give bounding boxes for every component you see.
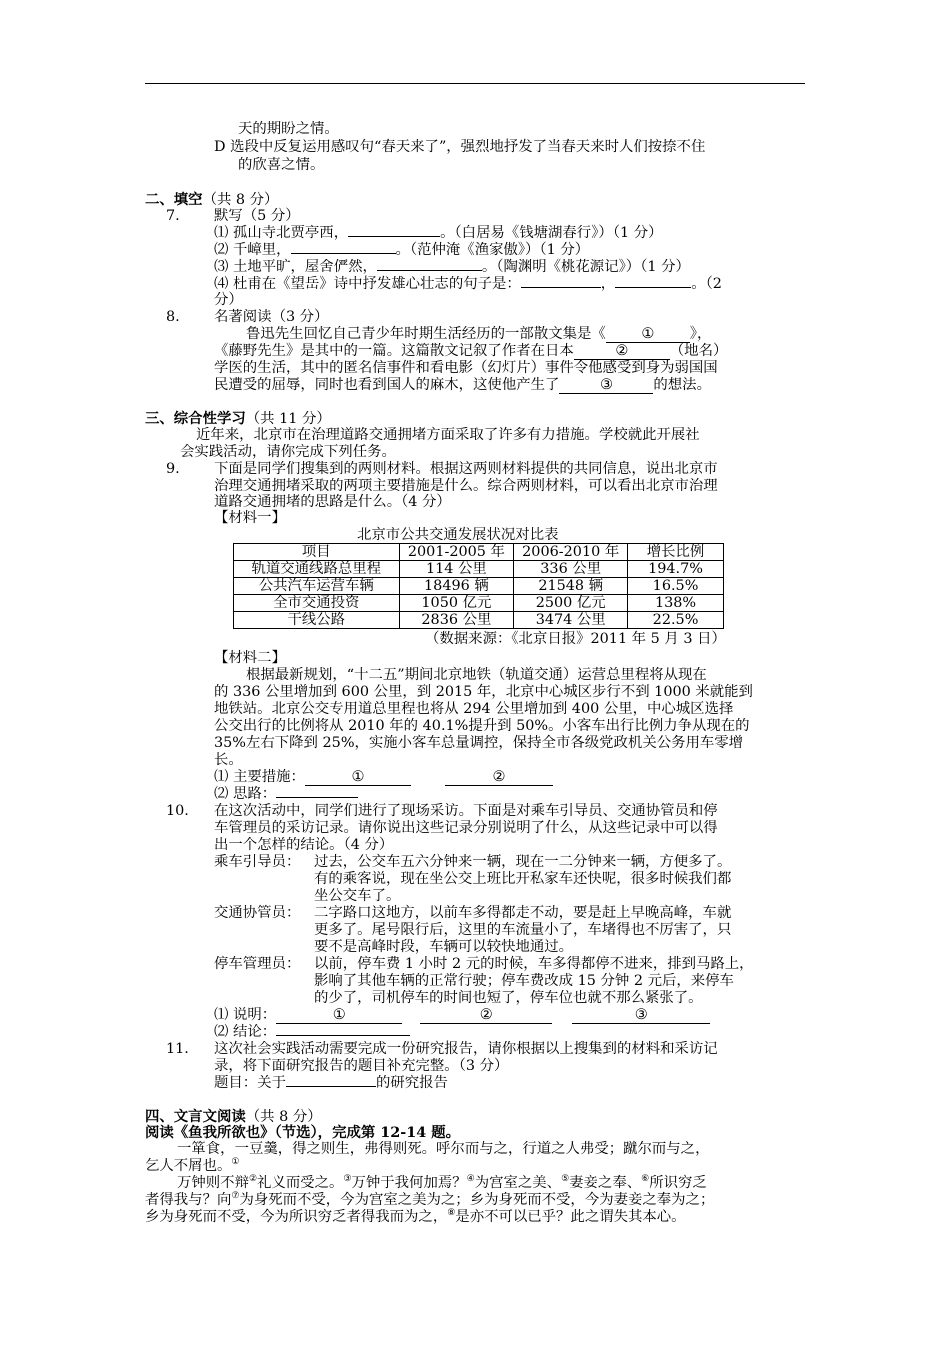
q11-title-suffix: 的研究报告 [375,1075,448,1091]
p2-text: 所识穷乏 [649,1175,707,1191]
material-2-label: 【材料二】 [214,650,286,666]
q8-line-4 [214,377,711,394]
p2-text: 是亦不可以已乎？此之谓失其本心。 [455,1209,686,1225]
q8-line-2 [214,343,727,360]
q8-blank-3[interactable]: ③ [559,378,653,394]
section-4-title: 四、文言文阅读 [145,1108,246,1125]
q9-line-1: 下面是同学们搜集到的两则材料。根据这两则材料提供的共同信息，说出北京市 [214,461,718,477]
interview-2-line-1: 二字路口这地方，以前车多得都走不动，要是赶上早晚高峰，车就 [314,905,732,921]
q7-1-blank[interactable] [348,236,440,237]
p2-text: 万钟则不辩 [177,1175,249,1191]
interview-2-line-2: 更多了。尾号限行后，这里的车流量小了，车堵得也不厉害了，只 [314,922,732,938]
q8-title: 名著阅读（3 分） [214,309,329,325]
q8-number: 8. [166,309,180,325]
section-2-heading [145,191,278,209]
table-cell: 21548 辆 [514,578,628,595]
q7-4-comma: ， [600,276,616,292]
p1-l2-text: 乞人不屑也。 [145,1158,232,1174]
q9-a2-blank[interactable] [276,797,358,798]
p2-text: 为身死而不受，今为宫室之美为之；乡为身死而不受，今为妻妾之奉为之； [239,1192,715,1208]
q7-4-blank-2[interactable] [615,287,691,288]
material-1-label: 【材料一】 [214,510,286,526]
interview-3-line-2: 影响了其他车辆的正常行驶；停车费改成 15 分钟 2 元后，来停车 [314,973,734,989]
q7-item-4 [214,276,722,293]
section-3-title: 三、综合性学习 [145,410,246,427]
interview-1-line-3: 坐公交车了。 [314,888,401,904]
q7-3-prompt: ⑶ 土地平旷，屋舍俨然， [214,259,377,275]
q7-2-blank[interactable] [291,253,396,254]
q9-a2-label: ⑵ 思路： [214,786,277,802]
q9-line-2: 治理交通拥堵采取的两项主要措施是什么。综合两则材料，可以看出北京市治理 [214,478,718,494]
table-header-cell: 2001-2005 年 [399,544,514,561]
q7-3-blank[interactable] [377,270,482,271]
q10-line-3: 出一个怎样的结论。（4 分） [214,837,394,853]
section-2-title: 二、填空 [145,191,203,208]
q7-4-blank-1[interactable] [521,287,601,288]
table-cell: 2836 公里 [399,612,514,629]
table-cell: 公共汽车运营车辆 [234,578,400,595]
q7-item-3 [214,259,690,276]
classical-p1-line-2 [145,1158,239,1175]
material-2-line-2: 的 336 公里增加到 600 公里，到 2015 年，北京中心城区步行不到 1000 米就能到 [214,684,753,700]
q11-line-2: 录，将下面研究报告的题目补充完整。（3 分） [214,1058,509,1074]
q8-l1-text: 鲁迅先生回忆自己青少年时期生活经历的一部散文集是《 [246,326,606,342]
q9-line-3: 道路交通拥堵的思路是什么。（4 分） [214,494,451,510]
table-title: 北京市公共交通发展状况对比表 [357,527,559,543]
table-cell: 全市交通投资 [234,595,400,612]
q10-a1-blank-2[interactable]: ② [420,1008,552,1024]
sec3-intro-2: 会实践活动，请你完成下列任务。 [180,444,396,460]
q9-number: 9. [166,461,180,477]
q8-line-1 [246,326,711,343]
q7-title: 默写（5 分） [214,208,300,224]
p2-text: 妻妾之奉、 [569,1175,642,1191]
q7-1-prompt: ⑴ 孤山寺北贾亭西， [214,225,349,241]
q8-l4-text: 民遭受的屈辱，同时也看到国人的麻木，这使他产生了 [214,377,560,393]
table-cell: 194.7% [628,561,724,578]
table-cell: 138% [628,595,724,612]
interview-1-line-2: 有的乘客说，现在坐公交上班比开私家车还快呢，很多时候我们都 [314,871,732,887]
classical-p2-line-1 [177,1175,707,1192]
footnote-marker: ③ [343,1174,352,1185]
table-cell: 干线公路 [234,612,400,629]
q8-l4-end: 的想法。 [653,377,711,393]
material-2-line-4: 公交出行的比例将从 2010 年的 40.1%提升到 50%。小客车出行比例力争从现在的 [214,718,750,734]
classical-p2-line-2 [145,1192,714,1209]
footnote-marker: ④ [466,1174,475,1185]
table-header-cell: 增长比例 [628,544,724,561]
p2-text: 万钟于我何加焉？ [351,1175,467,1191]
section-2-score: （共 8 分） [202,192,279,208]
q11-number: 11. [166,1041,189,1057]
table-cell: 轨道交通线路总里程 [234,561,400,578]
q11-line-1: 这次社会实践活动需要完成一份研究报告，请你根据以上搜集到的材料和采访记 [214,1041,718,1057]
q11-title-prefix: 题目：关于 [214,1075,286,1091]
material-2-line-6: 长。 [214,752,243,768]
table-row [234,612,724,629]
q10-a2-blank[interactable] [276,1035,410,1036]
table-cell: 16.5% [628,578,724,595]
table-row [234,578,724,595]
table-header-cell: 2006-2010 年 [514,544,628,561]
interview-2-line-3: 要不是高峰时段，车辆可以较快地通过。 [314,939,574,955]
material-2-line-1: 根据最新规划，“十二五”期间北京地铁（轨道交通）运营总里程将从现在 [246,667,707,683]
classical-p2-line-3 [145,1209,686,1226]
material-2-line-5: 35%左右下降到 25%，实施小客车总量调控，保持全市各级党政机关公务用车零增 [214,735,744,751]
q7-2-prompt: ⑵ 千嶂里， [214,242,291,258]
q8-line-3: 学医的生活，其中的匿名信事件和看电影（幻灯片）事件令他感受到身为弱国国 [214,360,718,376]
q7-number: 7. [166,208,180,224]
q10-line-2: 车管理员的采访记录。请你说出这些记录分别说明了什么，从这些记录中可以得 [214,820,718,836]
option-c-tail: 天的期盼之情。 [238,121,339,137]
interview-3-label: 停车管理员： [214,956,301,972]
q11-title-blank[interactable] [286,1086,376,1087]
q10-a1-blank-1[interactable]: ① [276,1008,402,1024]
q10-number: 10. [166,803,189,819]
section-3-score: （共 11 分） [245,411,331,427]
p2-text: 礼义而受之。 [257,1175,344,1191]
classical-p1-line-1: 一箪食，一豆羹，得之则生，弗得则死。呼尔而与之，行道之人弗受；蹴尔而与之， [177,1141,710,1157]
q7-4-prompt: ⑷ 杜甫在《望岳》诗中抒发雄心壮志的句子是： [214,276,521,292]
table-cell: 114 公里 [399,561,514,578]
q10-a2-label: ⑵ 结论： [214,1024,277,1040]
option-d-line1: D 选段中反复运用感叹句“春天来了”，强烈地抒发了当春天来时人们按捺不住 [214,139,706,155]
reading-instruction: 阅读《鱼我所欲也》（节选），完成第 12-14 题。 [145,1124,461,1141]
q7-4-score: 。（2 [691,276,722,292]
q7-1-source: 。（白居易《钱塘湖春行》）（1 分） [440,225,663,241]
q10-line-1: 在这次活动中，同学们进行了现场采访。下面是对乘车引导员、交通协管员和停 [214,803,718,819]
q7-4-score-tail: 分） [214,292,243,308]
q10-a1-label: ⑴ 说明： [214,1007,277,1023]
p2-text: 乡为身死而不受，今为所识穷乏者得我而为之， [145,1209,448,1225]
transit-table [233,543,724,629]
footnote-marker: ⑧ [447,1208,456,1219]
q9-a1-label: ⑴ 主要措施： [214,769,305,785]
table-header-row [234,544,724,561]
table-cell: 2500 亿元 [514,595,628,612]
q11-line-3 [214,1075,448,1092]
q10-a1-blank-3[interactable]: ③ [572,1008,710,1024]
footnote-marker: ① [231,1157,240,1168]
footnote-marker: ⑥ [641,1174,650,1185]
interview-3-line-3: 的少了，司机停车的时间也短了，停车位也就不那么紧张了。 [314,990,703,1006]
p2-text: 为宫室之美、 [474,1175,562,1191]
q8-l1-end: 》， [689,326,712,342]
q8-blank-1[interactable]: ① [606,327,690,343]
q8-l2-text: 《藤野先生》是其中的一篇。这篇散文记叙了作者在日本 [214,343,574,359]
table-row [234,595,724,612]
q7-2-source: 。（范仲淹《渔家傲》）（1 分） [395,242,590,258]
q10-answer-1 [214,1007,710,1024]
interview-1-label: 乘车引导员： [214,854,301,870]
interview-1-line-1: 过去，公交车五六分钟来一辆，现在一二分钟来一辆，方便多了。 [314,854,732,870]
section-3-heading [145,410,331,428]
table-cell: 336 公里 [514,561,628,578]
q7-item-2 [214,242,589,259]
table-header-cell: 项目 [234,544,400,561]
table-cell: 3474 公里 [514,612,628,629]
table-cell: 1050 亿元 [399,595,514,612]
q9-a1-blank-1[interactable]: ① [305,770,411,786]
q10-answer-2 [214,1024,410,1041]
q9-answer-2 [214,786,358,803]
q9-answer-1 [214,769,553,786]
sec3-intro-1: 近年来，北京市在治理道路交通拥堵方面采取了许多有力措施。学校就此开展社 [196,427,700,443]
section-4-score: （共 8 分） [245,1109,322,1125]
interview-3-line-1: 以前，停车费 1 小时 2 元的时候，车多得都停不进来，排到马路上， [314,956,754,972]
table-cell: 18496 辆 [399,578,514,595]
interview-2-label: 交通协管员： [214,905,301,921]
q8-l2-end: （地名） [669,343,728,359]
table-row [234,561,724,578]
q7-3-source: 。（陶渊明《桃花源记》）（1 分） [481,259,690,275]
table-source: （数据来源：《北京日报》2011 年 5 月 3 日） [425,631,726,647]
q8-blank-2[interactable]: ② [574,344,670,360]
option-d-line2: 的欣喜之情。 [238,157,325,173]
footnote-marker: ② [248,1174,258,1185]
q9-a1-blank-2[interactable]: ② [445,770,553,786]
header-rule [145,83,805,84]
table-cell: 22.5% [628,612,724,629]
q7-item-1 [214,225,662,242]
p2-text: 者得我与？向 [145,1192,232,1208]
footnote-marker: ⑦ [231,1191,240,1202]
footnote-marker: ⑤ [561,1174,570,1185]
material-2-line-3: 地铁站。北京公交专用道总里程也将从 294 公里增加到 400 公里，中心城区选择 [214,701,734,717]
